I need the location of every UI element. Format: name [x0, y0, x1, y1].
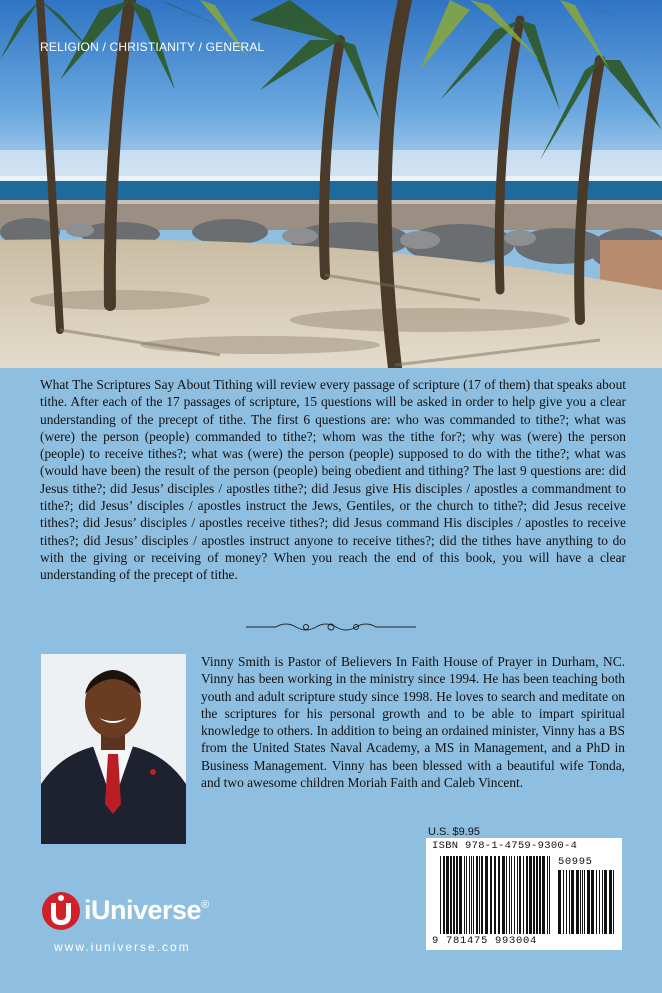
isbn-barcode — [426, 838, 622, 950]
ean-barcode-bars — [440, 856, 552, 934]
ean-digits: 9 781475 993004 — [432, 935, 538, 947]
author-photo — [41, 654, 186, 844]
registered-mark: ® — [201, 899, 209, 911]
cover-photo-beach — [0, 0, 662, 368]
publisher-website: www.iuniverse.com — [54, 940, 191, 954]
publisher-name — [84, 895, 209, 926]
isbn-number: ISBN 978-1-4759-9300-4 — [432, 840, 578, 852]
author-bio: Vinny Smith is Pastor of Believers In Faith House of Prayer in Durham, NC. Vinny has been working in the ministry since 1994. He has been teaching both youth and adult scripture study since 1998. He loves to search and meditate on the scriptures for his personal growth and to be able to impart spiritual knowledge to others. In addition to being an ordained minister, Vinny has a BS from the United States Naval Academy, a MS in Management, and a PhD in Business Management. Vinny has been blessed with a beautiful wife Tonda, and two awesome children Moriah Faith and Caleb Vincent. — [201, 654, 625, 791]
book-description: What The Scriptures Say About Tithing will review every passage of scripture (17 of them) that speaks about tithe. After each of the 17 passages of scripture, 15 questions will be asked in order to help give you a clear understanding of the precept of tithe. The first 6 questions are: who was commanded to tithe?; what was (were) the person (people) commanded to tithe?; whom was the tithe for?; why was (were) the person (people) to receive tithes?; what was (were) the person (people) supposed to do with the tithe?; what was (would have been) the result of the person (people) being obedient and tithing? The last 9 questions are: did Jesus tithe?; did Jesus’ disciples / apostles tithe?; did Jesus give His disciples / apostles a commandment to tithe?; did Jesus’ disciples / apostles instruct the Jews, Gentiles, or the church to tithe?; did Jesus receive tithes?; did Jesus’ disciples / apostles receive tithes?; did Jesus command His disciples / apostles to receive tithes?; did Jesus’ disciples / apostles instruct anyone to receive tithes?; did the tithes have anything to do with the giving or receiving of money? When you reach the end of this book, you will have a clear understanding of the precept of tithe. — [40, 377, 626, 583]
addon-barcode-bars — [558, 870, 614, 934]
iuniverse-logo-icon — [40, 889, 82, 935]
price-label: U.S. $9.95 — [428, 826, 480, 838]
ornament-divider — [246, 621, 416, 633]
category-label: RELIGION / CHRISTIANITY / GENERAL — [40, 40, 265, 54]
publisher-name-text: iUniverse — [84, 895, 202, 925]
addon-digits: 50995 — [558, 856, 593, 868]
